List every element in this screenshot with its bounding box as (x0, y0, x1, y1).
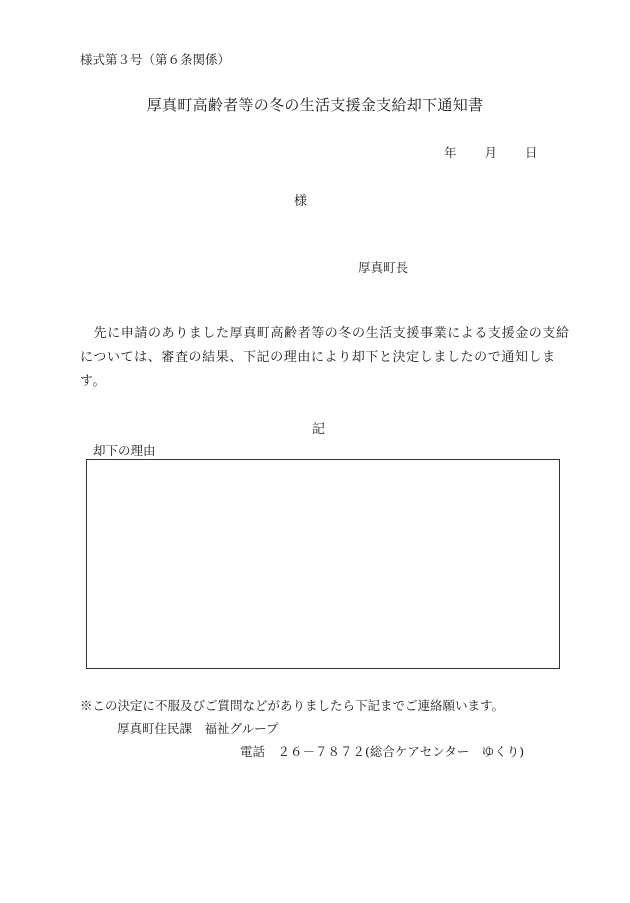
date-day-label: 日 (525, 145, 538, 160)
reason-label: 却下の理由 (93, 443, 156, 458)
date-line (444, 143, 538, 161)
form-number: 様式第３号（第６条関係） (80, 52, 231, 67)
document-title: 厚真町高齢者等の冬の生活支援金支給却下通知書 (146, 96, 484, 114)
contact-department: 厚真町住民課 福祉グループ (117, 721, 279, 736)
date-month-label: 月 (484, 145, 498, 160)
notice-body: 先に申請のありました厚真町高齢者等の冬の生活支援事業による支援金の支給については、審査の結果、下記の理由により却下と決定しましたので通知します。 (80, 326, 570, 389)
contact-phone: 電話 ２６－７８７２(総合ケアセンター ゆくり) (240, 744, 525, 759)
date-year-label: 年 (444, 145, 457, 160)
reason-box (86, 459, 560, 669)
record-heading: 記 (312, 422, 326, 437)
sender-name: 厚真町長 (358, 260, 409, 275)
contact-note: ※この決定に不服及びご質問などがありましたら下記までご連絡願います。 (80, 698, 505, 713)
recipient-suffix: 様 (294, 194, 308, 209)
